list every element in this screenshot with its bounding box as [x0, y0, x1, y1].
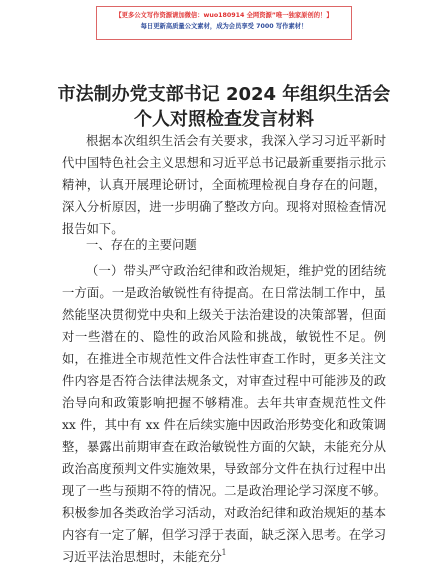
promo-banner-line1: 【更多公文写作资源请加微信：wuo180914 全网资源”唯一独家原创的！】	[115, 12, 333, 19]
promo-banner	[96, 6, 352, 40]
intro-block	[62, 130, 386, 240]
section1-heading-block	[62, 234, 386, 256]
section1-heading: 一、存在的主要问题	[86, 238, 197, 252]
section1-paragraph: （一）带头严守政治纪律和政治规矩，维护党的团结统一方面。一是政治敏锐性有待提高。在日常法制工作中，虽然能坚决贯彻党中央和上级关于法治建设的决策部署，但面对一些潜在的、隐性的政治风险和挑战，敏锐性不足。例如，在推进全市规范性文件合法性审查工作时，更多关注文件内容是否符合法律法规条文，对审查过程中可能涉及的政治导向和政策影响把握不够精准。去年共审查规范性文件 xx 件，其中有 xx 件在后续实施中因政治形势变化和政策调整，暴露出前期审查在政治敏锐性方面的欠缺，未能充分从政治高度预判文件实施效果，导致部分文件在执行过程中出现了一些与预期不符的情况。二是政治理论学习深度不够。积极参加各类政治学习活动，对政治纪律和政治规矩的基本内容有一定了解，但学习浮于表面，缺乏深入思考。在学习习近平法治思想时，未能充分	[62, 264, 386, 564]
page-number: 1	[221, 548, 227, 557]
intro-paragraph: 根据本次组织生活会有关要求，我深入学习习近平新时代中国特色社会主义思想和习近平总书记最新重要指示批示精神，认真开展理论研讨，全面梳理检视自身存在的问题，深入分析原因，进一步明确了整改方向。现将对照检查情况报告如下。	[62, 134, 386, 236]
promo-banner-line2: 每日更新高质量公文素材，成为会员享受 7000 写作素材！	[140, 23, 308, 30]
document-title: 市法制办党支部书记 2024 年组织生活会个人对照检查发言材料	[57, 84, 391, 130]
section1-block	[62, 260, 386, 568]
